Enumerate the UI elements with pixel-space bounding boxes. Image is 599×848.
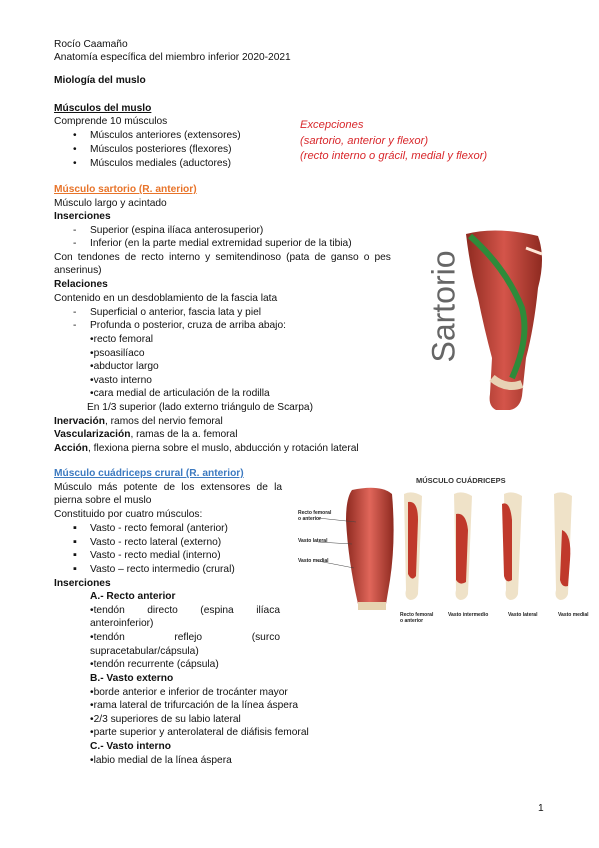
list-item: - Profunda o posterior, cruza de arriba abajo: — [90, 319, 286, 332]
list-item: •tendón directo (espina ilíaca — [90, 605, 280, 616]
list-item: •cara medial de articulación de la rodilla — [90, 388, 270, 399]
section-heading-sartorio: Músculo sartorio (R. anterior) — [54, 184, 197, 195]
list-item: ▪ Vasto - recto femoral (anterior) — [90, 522, 228, 535]
constituido-line: Constituido por cuatro músculos: — [54, 509, 203, 520]
list-item: ▪ Vasto - recto lateral (externo) — [90, 536, 221, 549]
author-name: Rocío Caamaño — [54, 39, 128, 50]
sartorio-desc: Músculo largo y acintado — [54, 198, 167, 209]
figure-label: Vasto lateral — [508, 612, 538, 618]
list-item-cont: supracetabular/cápsula) — [90, 646, 199, 657]
list-item-cont: anteroinferior) — [90, 618, 154, 629]
musculos-intro: Comprende 10 músculos — [54, 116, 168, 127]
page-title: Miología del muslo — [54, 75, 146, 86]
figure-label: Vasto lateral — [298, 538, 328, 544]
sartorio-image — [426, 228, 556, 412]
list-item: ▪ Vasto – recto intermedio (crural) — [90, 563, 235, 576]
subheading-b: B.- Vasto externo — [90, 673, 174, 684]
figure-label: Vasto medial — [558, 612, 589, 618]
figure-label: o anterior — [400, 618, 424, 624]
figure-label: Recto femoral — [298, 510, 332, 516]
section-heading-musculos: Músculos del muslo — [54, 103, 152, 114]
list-item: •abductor largo — [90, 361, 159, 372]
figure-label: Recto femoral — [400, 612, 434, 618]
figure-label: Vasto intermedio — [448, 612, 489, 618]
list-item: •tendón reflejo (surco — [90, 632, 280, 643]
tendones-line: anserinus) — [54, 265, 102, 276]
list-item: •2/3 superiores de su labio lateral — [90, 714, 241, 725]
figure-title: MÚSCULO CUÁDRICEPS — [416, 476, 506, 485]
course-name: Anatomía específica del miembro inferior 2020-2021 — [54, 52, 291, 63]
relaciones-intro: Contenido en un desdoblamiento de la fascia lata — [54, 293, 278, 304]
list-item: •recto femoral — [90, 334, 154, 345]
list-item: •psoasilíaco — [90, 348, 145, 359]
list-item: - Inferior (en la parte medial extremidad superior de la tibia) — [90, 237, 352, 250]
list-item: •rama lateral de trifurcación de la línea áspera — [90, 700, 299, 711]
figure-label: o anterior — [298, 516, 322, 522]
excepciones-line: (recto interno o grácil, medial y flexor) — [300, 150, 488, 162]
sartorio-word: Sartorio — [425, 250, 462, 363]
quadriceps-illustration — [296, 470, 596, 628]
accion-line: Acción, flexiona pierna sobre el muslo, abducción y rotación lateral — [54, 443, 359, 454]
list-item: •tendón recurrente (cápsula) — [90, 659, 219, 670]
relaciones-label: Relaciones — [54, 279, 108, 290]
inserciones-label: Inserciones — [54, 578, 111, 589]
figure-label: Vasto medial — [298, 558, 329, 564]
list-item: •parte superior y anterolateral de diáfisis femoral — [90, 727, 309, 738]
inserciones-label: Inserciones — [54, 211, 111, 222]
list-item: •borde anterior e inferior de trocánter mayor — [90, 687, 288, 698]
excepciones-line: (sartorio, anterior y flexor) — [300, 135, 429, 147]
list-item: •labio medial de la línea áspera — [90, 755, 232, 766]
cuadriceps-desc: pierna sobre el muslo — [54, 495, 152, 506]
tendones-line: Con tendones de recto interno y semitendinoso (pata de ganso o pes — [54, 252, 391, 263]
list-item: •vasto interno — [90, 375, 152, 386]
page-number: 1 — [538, 803, 544, 814]
list-item: - Superficial o anterior, fascia lata y piel — [90, 306, 261, 319]
subheading-c: C.- Vasto interno — [90, 741, 171, 752]
cuadriceps-desc: Músculo más potente de los extensores de la — [54, 482, 282, 493]
list-item: ▪ Vasto - recto medial (interno) — [90, 549, 221, 562]
list-item: - Superior (espina ilíaca anterosuperior) — [90, 224, 263, 237]
excepciones-title: Excepciones — [300, 119, 364, 131]
quadriceps-figure — [296, 470, 596, 628]
list-item: • Músculos posteriores (flexores) — [90, 143, 232, 156]
subheading-a: A.- Recto anterior — [90, 591, 176, 602]
inervacion-line: Inervación, ramos del nervio femoral — [54, 416, 223, 427]
section-heading-cuadriceps: Músculo cuádriceps crural (R. anterior) — [54, 468, 244, 479]
list-item: • Músculos mediales (aductores) — [90, 157, 231, 170]
vascularizacion-line: Vascularización, ramas de la a. femoral — [54, 429, 238, 440]
scarpa-note: En 1/3 superior (lado externo triángulo de Scarpa) — [87, 402, 313, 413]
list-item: • Músculos anteriores (extensores) — [90, 129, 241, 142]
